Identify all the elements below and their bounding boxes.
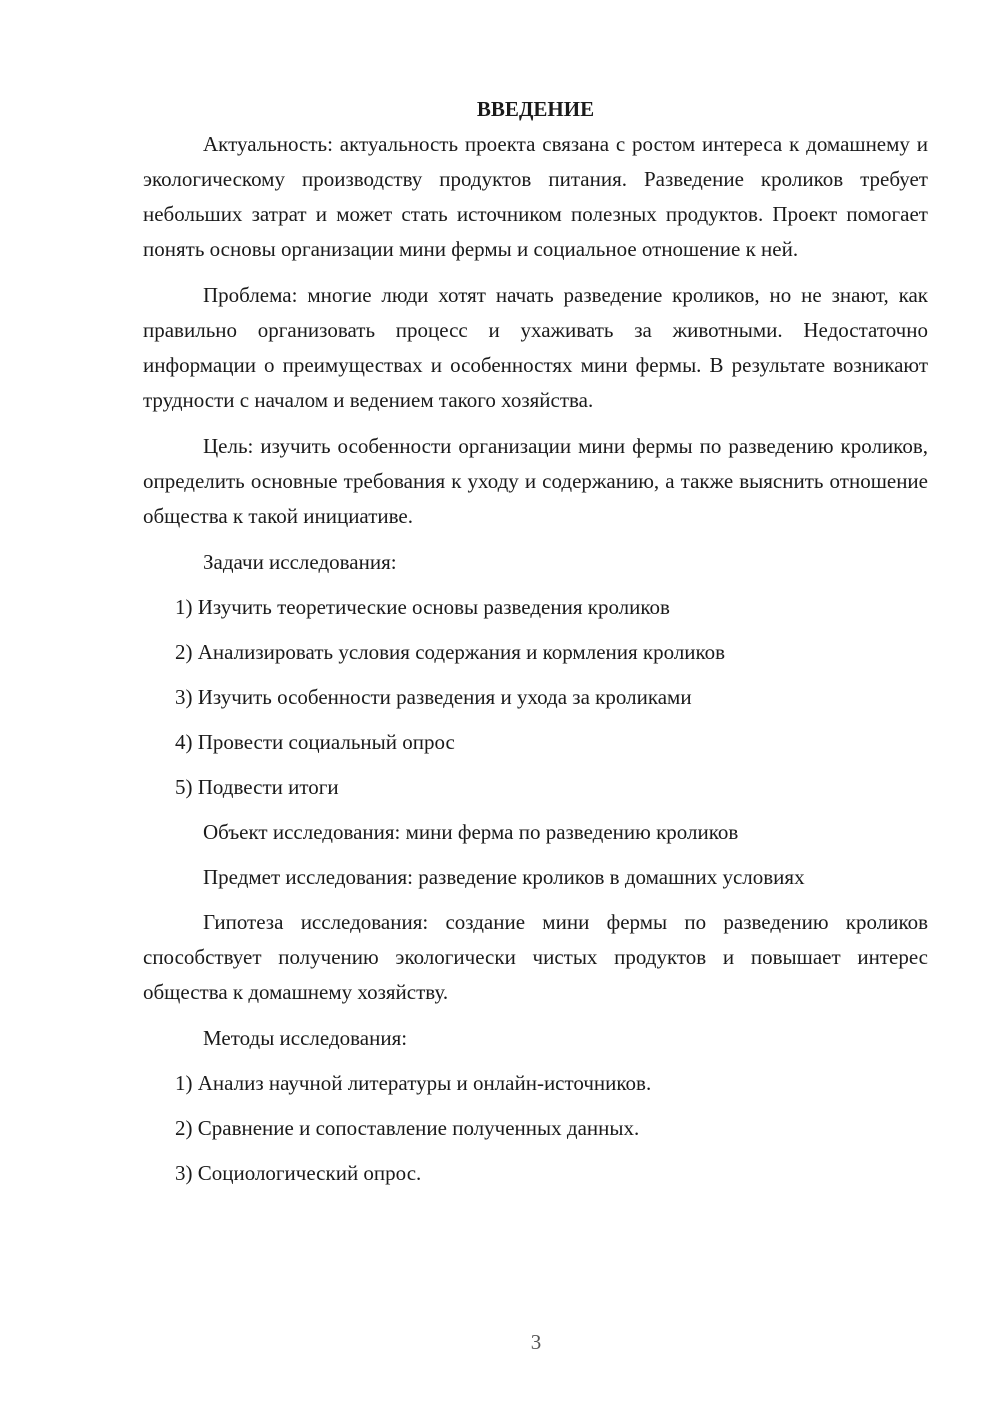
problem-paragraph: Проблема: многие люди хотят начать разведение кроликов, но не знают, как правильно организовать процесс и ухаживать за животными. Недостаточно информации о преимуществах и особенностях мини фермы. В результате возникают трудности с началом и ведением такого хозяйства. [143,283,928,412]
document-page [143,92,928,1201]
relevance-paragraph: Актуальность: актуальность проекта связана с ростом интереса к домашнему и экологическому производству продуктов питания. Разведение кроликов требует небольших затрат и может стать источником полезных продуктов. Проект помогает понять основы организации мини фермы и социальное отношение к ней. [143,132,928,261]
list-item: 1) Анализ научной литературы и онлайн-источников. [175,1071,652,1095]
hypothesis-paragraph: Гипотеза исследования: создание мини фермы по разведению кроликов способствует получению экологически чистых продуктов и повышает интерес общества к домашнему хозяйству. [143,910,928,1004]
list-item: 5) Подвести итоги [175,775,339,799]
list-item: 3) Социологический опрос. [175,1161,422,1185]
methods-heading: Методы исследования: [203,1026,408,1050]
list-item: 1) Изучить теоретические основы разведения кроликов [175,595,670,619]
list-item: 2) Сравнение и сопоставление полученных данных. [175,1116,640,1140]
section-title: ВВЕДЕНИЕ [476,97,595,121]
tasks-list [143,590,928,805]
tasks-heading: Задачи исследования: [203,550,397,574]
subject-paragraph: Предмет исследования: разведение кроликов в домашних условиях [203,865,805,889]
goal-paragraph: Цель: изучить особенности организации мини фермы по разведению кроликов, определить основные требования к уходу и содержанию, а также выяснить отношение общества к такой инициативе. [143,434,928,528]
page-number: 3 [530,1330,542,1354]
list-item: 4) Провести социальный опрос [175,730,455,754]
methods-list [143,1066,928,1191]
object-paragraph: Объект исследования: мини ферма по разведению кроликов [203,820,739,844]
list-item: 2) Анализировать условия содержания и кормления кроликов [175,640,726,664]
list-item: 3) Изучить особенности разведения и ухода за кроликами [175,685,692,709]
